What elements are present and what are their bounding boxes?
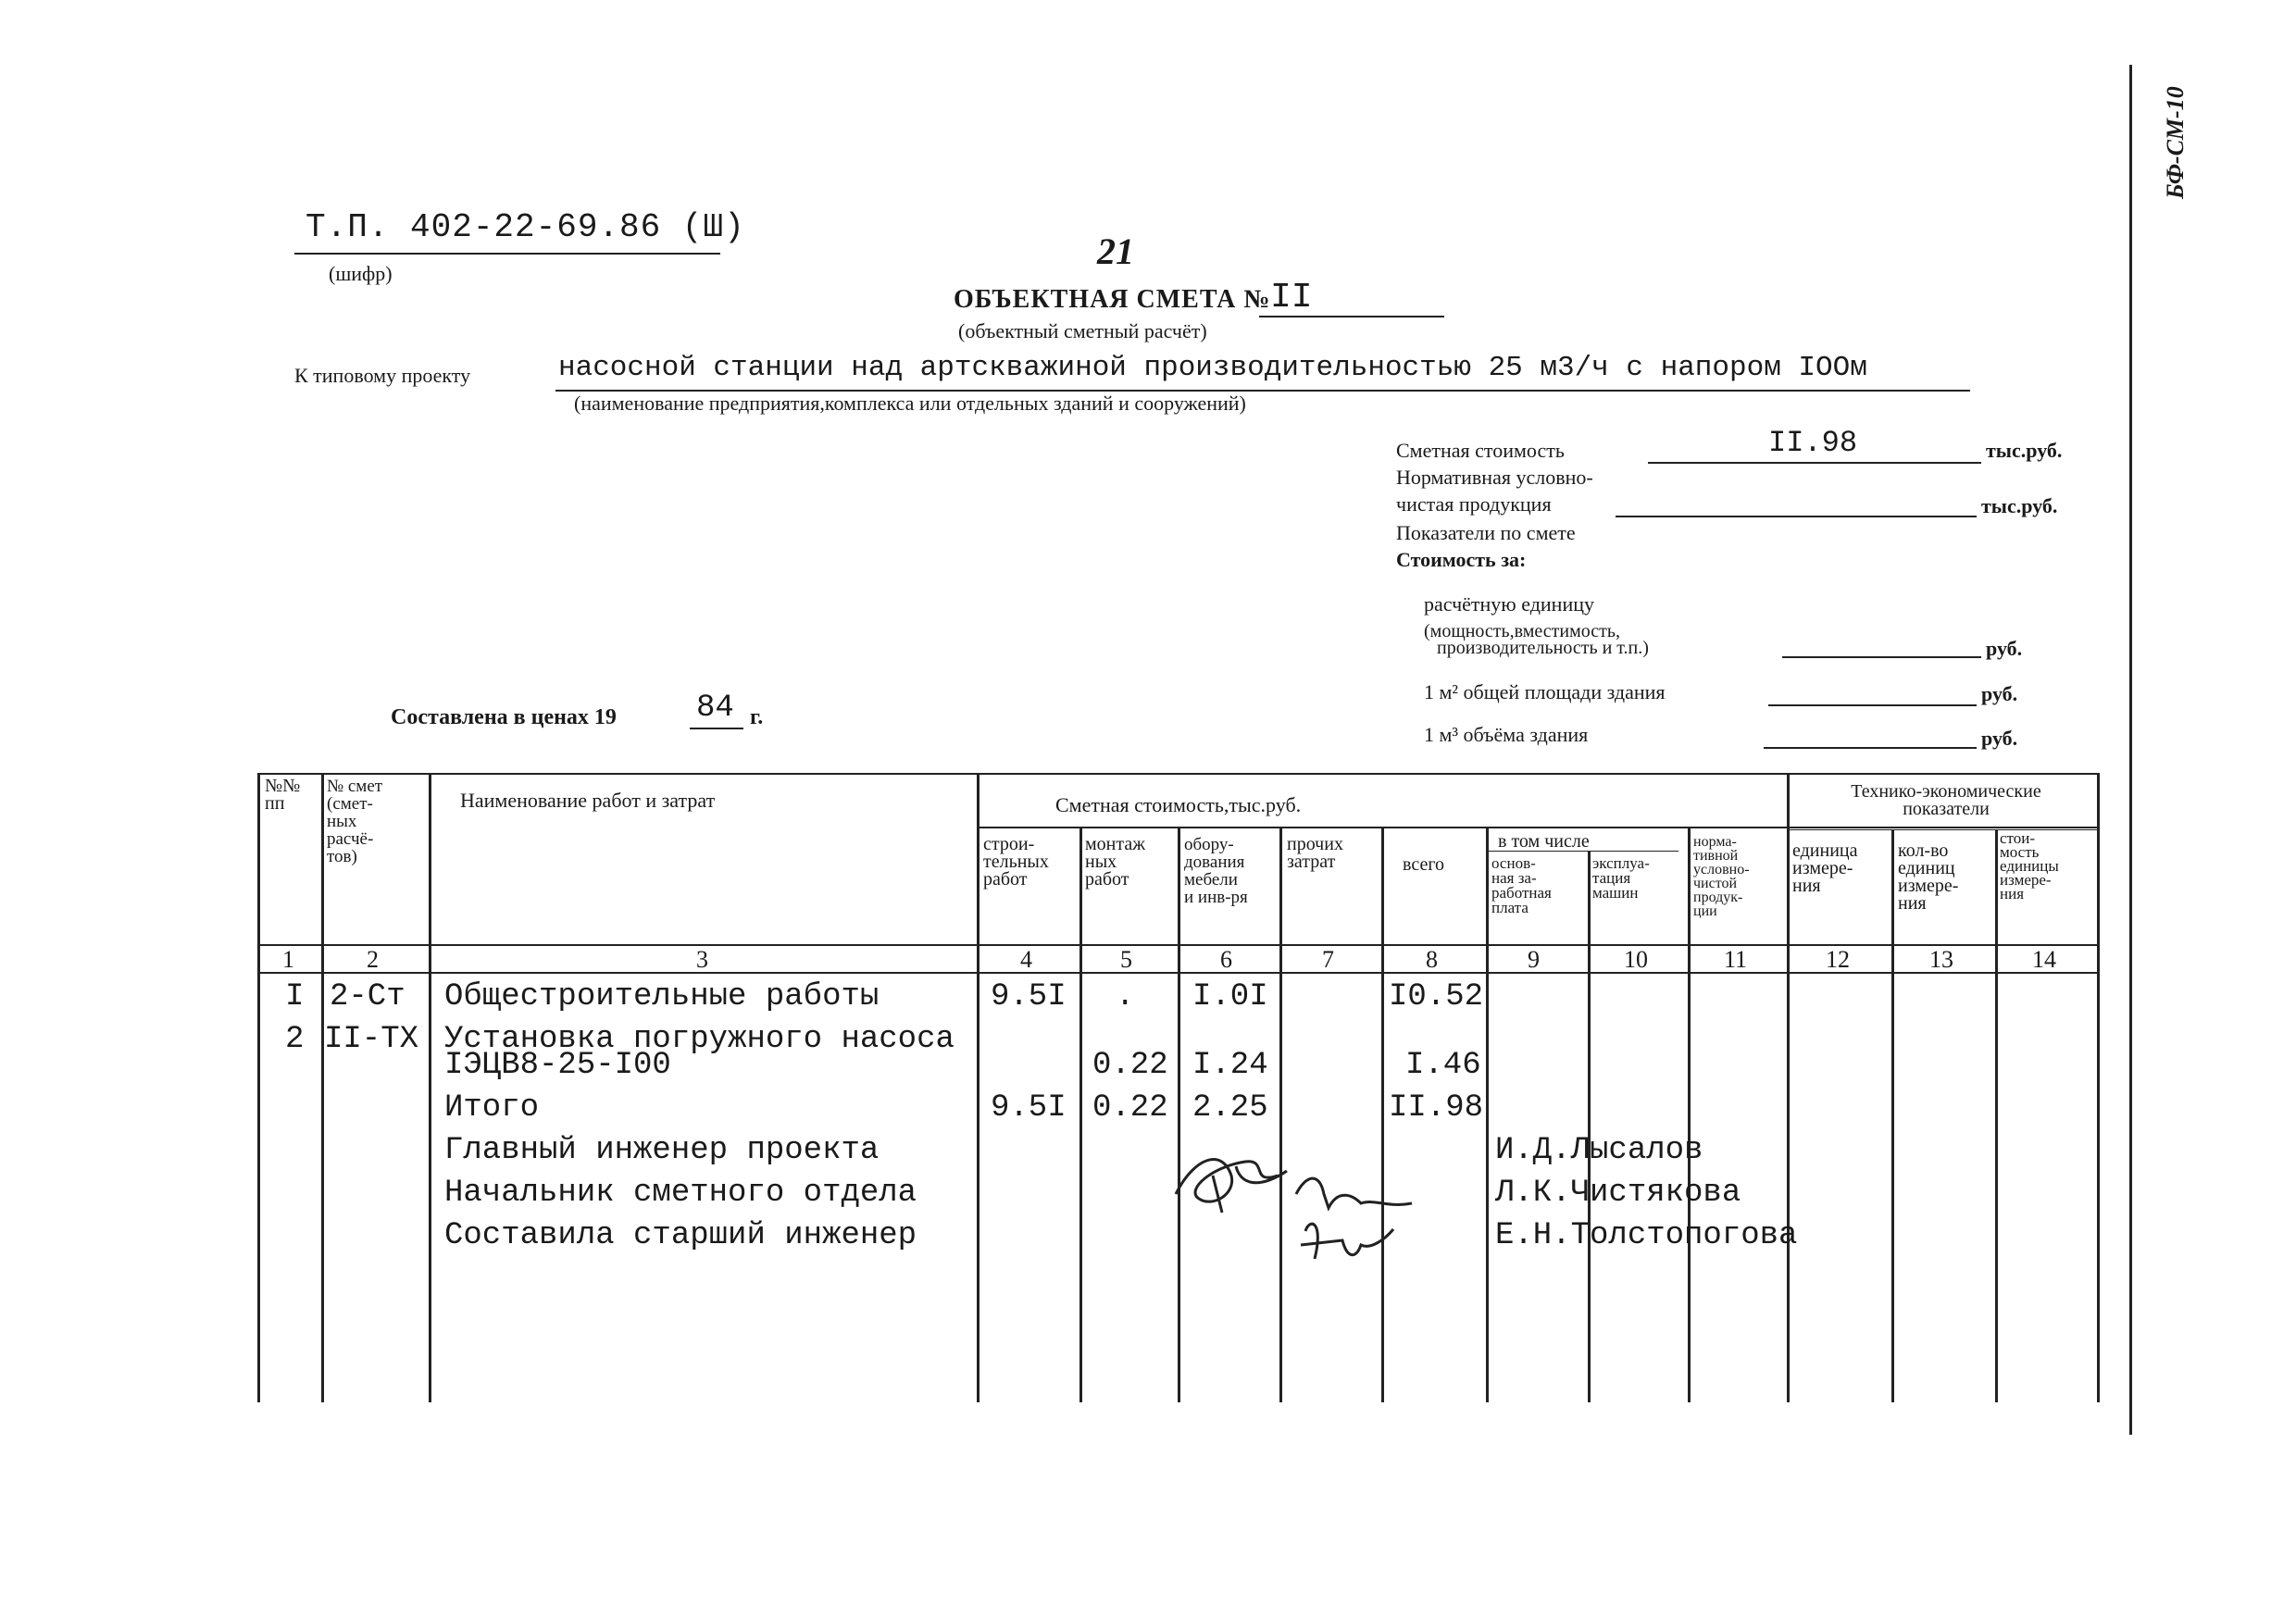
estimate-title: ОБЪЕКТНАЯ СМЕТА № xyxy=(954,285,1271,314)
row1-name: Общестроительные работы xyxy=(444,979,880,1014)
row1-construction: 9.5I xyxy=(991,979,1067,1014)
cost-for-label: Стоимость за: xyxy=(1396,548,1527,571)
row1-installation: . xyxy=(1116,979,1135,1014)
colnum-10: 10 xyxy=(1624,946,1648,973)
header-col6: обору- дования мебели и инв-ря xyxy=(1184,835,1248,907)
row2-equipment: I.24 xyxy=(1192,1048,1268,1083)
col-line-10 xyxy=(1688,827,1691,1402)
norm-underline xyxy=(1616,516,1977,517)
colnum-9: 9 xyxy=(1528,946,1540,973)
signature-name-chief-engineer: И.Д.Лысалов xyxy=(1495,1133,1703,1168)
colnum-7: 7 xyxy=(1322,946,1334,973)
colnum-6: 6 xyxy=(1220,946,1232,973)
title-underline xyxy=(1259,316,1444,317)
total-row-equipment: 2.25 xyxy=(1192,1090,1268,1126)
signature-name-dept-head: Л.К.Чистякова xyxy=(1495,1176,1741,1211)
header-col1: №№ пп xyxy=(265,776,301,814)
project-label: К типовому проекту xyxy=(294,364,471,387)
col-line-5 xyxy=(1178,827,1180,1402)
col-line-12 xyxy=(1891,829,1894,1402)
cost-label: Сметная стоимость xyxy=(1396,439,1565,462)
unit-cost-note2: производительность и т.п.) xyxy=(1437,638,1649,658)
header-col4: строи- тельных работ xyxy=(983,834,1049,890)
norm-label-line1: Нормативная условно- xyxy=(1396,466,1593,489)
unit-cost-note1: (мощность,вместимость, xyxy=(1424,621,1621,641)
colnum-2: 2 xyxy=(367,946,379,973)
col-line-11 xyxy=(1787,773,1790,1402)
col-line-3 xyxy=(977,773,980,1402)
indicators-label: Показатели по смете xyxy=(1396,521,1576,544)
total-row-construction: 9.5I xyxy=(991,1090,1067,1126)
estimate-number: II xyxy=(1270,278,1313,317)
project-subtitle: (наименование предприятия,комплекса или отдельных зданий и сооружений) xyxy=(574,392,1246,415)
header-group-cost: Сметная стоимость,тыс.руб. xyxy=(1055,793,1302,816)
col-line-2 xyxy=(429,773,431,1402)
signature-name-engineer: Е.Н.Толстопогова xyxy=(1495,1218,1798,1253)
header-col12: единица измере- ния xyxy=(1792,840,1858,896)
m2-cost-unit: руб. xyxy=(1981,682,2018,705)
col-line-13 xyxy=(1995,829,1998,1402)
row1-no: I xyxy=(285,979,305,1014)
project-name: насосной станции над артскважиной производительностью 25 м3/ч с напором IOOм xyxy=(558,352,1867,384)
table-top-border xyxy=(257,773,2100,775)
col-line-6 xyxy=(1279,827,1282,1402)
colnum-14: 14 xyxy=(2032,946,2056,973)
row1-total: I0.52 xyxy=(1389,979,1484,1014)
unit-cost-label: расчётную единицу xyxy=(1424,592,1595,616)
norm-label-line2: чистая продукция xyxy=(1396,492,1552,516)
side-code: БФ-СМ-10 xyxy=(2162,86,2189,199)
col-line-7 xyxy=(1381,827,1384,1402)
signature-role-engineer: Составила старший инженер xyxy=(444,1218,917,1253)
colnum-12: 12 xyxy=(1826,946,1850,973)
header-group-tech: Технико-экономические показатели xyxy=(1851,781,2041,819)
row2-total: I.46 xyxy=(1405,1048,1481,1083)
col-line-14 xyxy=(2097,773,2100,1402)
colnum-1: 1 xyxy=(282,946,294,973)
total-row-total: II.98 xyxy=(1389,1090,1484,1126)
colnum-4: 4 xyxy=(1020,946,1032,973)
m3-cost-unit: руб. xyxy=(1981,727,2018,750)
cost-underline xyxy=(1648,462,1981,464)
header-col14: стои- мость единицы измере- ния xyxy=(2000,829,2059,902)
header-group-incl: в том числе xyxy=(1498,831,1590,852)
code-note: (шифр) xyxy=(329,262,393,285)
total-row-name: Итого xyxy=(444,1090,540,1126)
row1-equipment: I.0I xyxy=(1192,979,1268,1014)
col-line-0 xyxy=(257,773,260,1402)
colnum-13: 13 xyxy=(1929,946,1953,973)
header-col7: прочих затрат xyxy=(1287,834,1343,872)
colnum-8: 8 xyxy=(1426,946,1438,973)
m3-underline xyxy=(1764,747,1977,749)
page-edge-line xyxy=(2129,65,2132,1435)
code-underline xyxy=(294,253,720,255)
norm-unit: тыс.руб. xyxy=(1981,494,2058,517)
row2-no: 2 xyxy=(285,1022,305,1057)
cost-value: II.98 xyxy=(1768,426,1858,460)
prices-suffix: г. xyxy=(750,705,764,729)
header-col9: основ- ная за- работная плата xyxy=(1491,854,1552,916)
row1-estimate: 2-Ст xyxy=(330,979,406,1014)
page-number: 21 xyxy=(1097,230,1134,272)
col-line-4 xyxy=(1079,827,1082,1402)
row2-name-line1: Установка погружного насоса xyxy=(444,1022,955,1057)
col-line-8 xyxy=(1486,827,1489,1402)
prices-label: Составлена в ценах 19 xyxy=(391,705,617,729)
estimate-subtitle: (объектный сметный расчёт) xyxy=(958,319,1207,342)
row2-name-line2: IЭЦВ8-25-I00 xyxy=(444,1048,671,1083)
row2-estimate: II-ТХ xyxy=(324,1022,419,1057)
header-col11: норма- тивной условно- чистой продук- ции xyxy=(1693,834,1750,919)
header-col8: всего xyxy=(1403,854,1445,875)
m2-cost-label: 1 м² общей площади здания xyxy=(1424,680,1666,703)
handwritten-signatures xyxy=(1157,1120,1454,1287)
cost-unit: тыс.руб. xyxy=(1986,439,2063,462)
m2-underline xyxy=(1768,704,1977,706)
m3-cost-label: 1 м³ объёма здания xyxy=(1424,723,1589,746)
colnum-5: 5 xyxy=(1120,946,1132,973)
row2-installation: 0.22 xyxy=(1092,1048,1168,1083)
total-row-installation: 0.22 xyxy=(1092,1090,1168,1126)
document-code: Т.П. 402-22-69.86 (Ш) xyxy=(306,208,745,246)
unit-underline xyxy=(1782,656,1981,658)
signature-role-chief-engineer: Главный инженер проекта xyxy=(444,1133,880,1168)
tech-group-divider xyxy=(1787,829,2100,830)
signature-role-dept-head: Начальник сметного отдела xyxy=(444,1176,917,1211)
unit-cost-unit: руб. xyxy=(1986,637,2023,660)
group-header-divider xyxy=(977,827,2100,828)
header-col13: кол-во единиц измере- ния xyxy=(1898,840,1959,914)
col-line-1 xyxy=(321,773,324,1402)
colnum-11: 11 xyxy=(1724,946,1748,973)
header-col2: № смет (смет- ных расчё- тов) xyxy=(327,777,383,866)
header-col5: монтаж ных работ xyxy=(1085,834,1146,890)
header-col3: Наименование работ и затрат xyxy=(460,789,716,812)
header-col10: эксплуа- тация машин xyxy=(1592,854,1650,902)
colnum-3: 3 xyxy=(696,946,708,973)
prices-year: 84 xyxy=(696,691,734,726)
col-line-9 xyxy=(1588,851,1591,1402)
prices-year-underline xyxy=(690,728,743,729)
